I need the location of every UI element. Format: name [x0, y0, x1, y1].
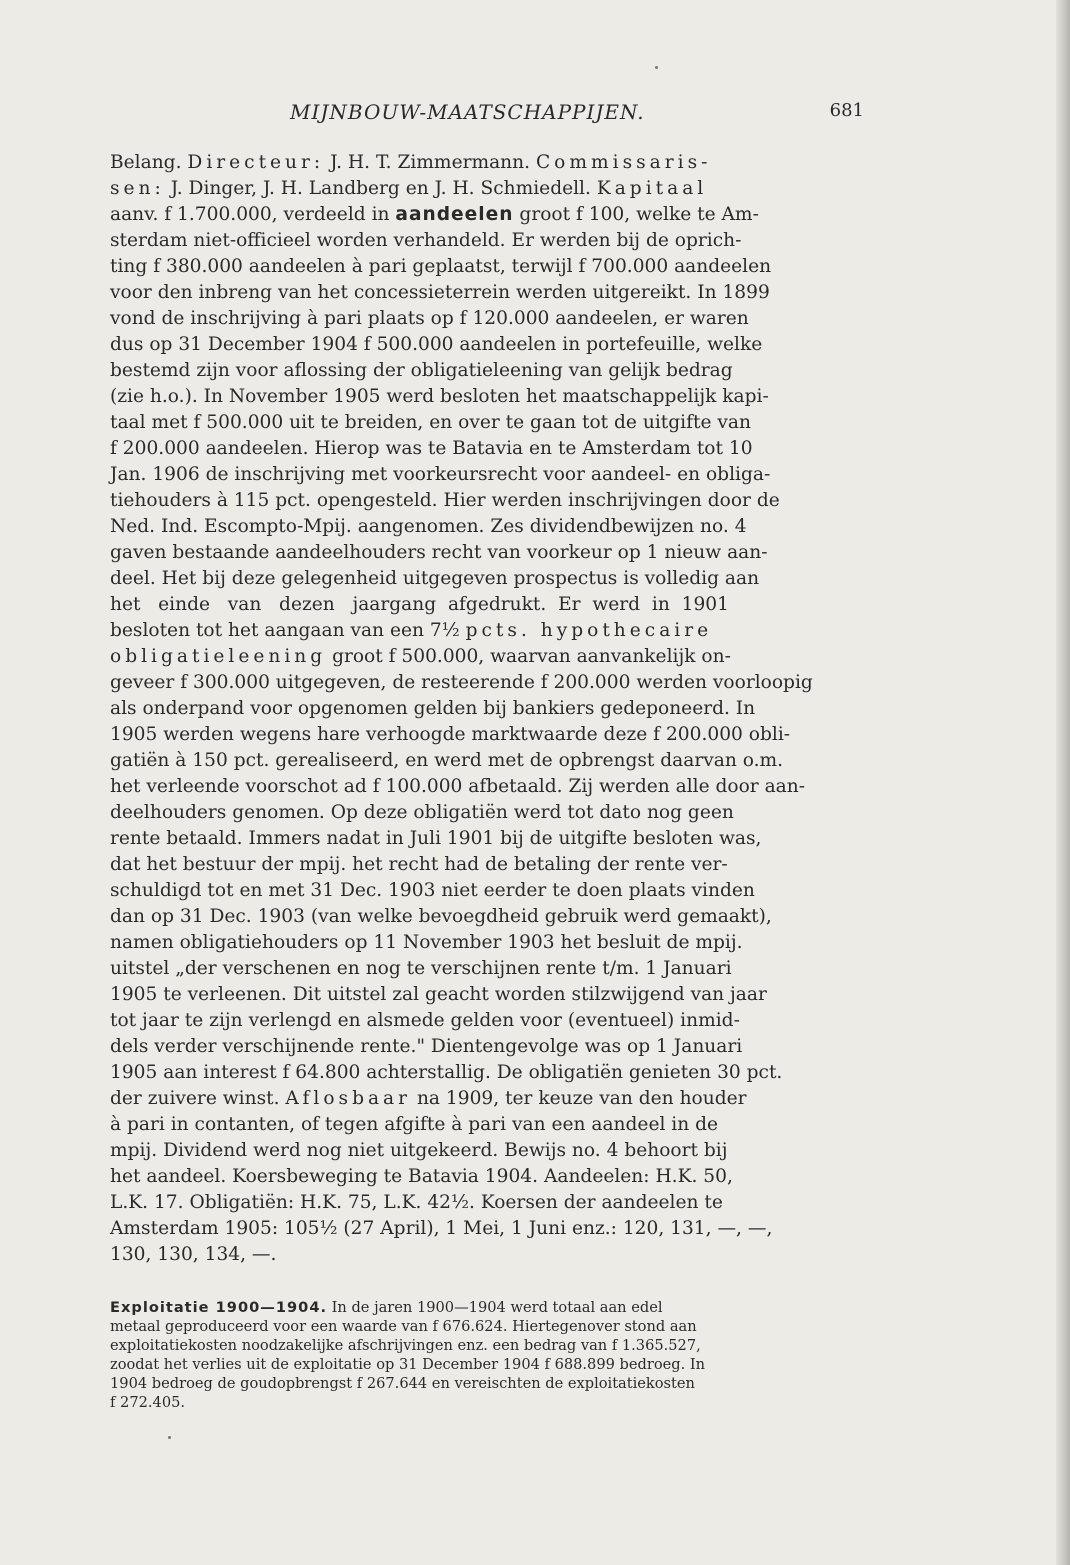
text-run: Belang.	[110, 152, 188, 173]
text-line: dus op 31 December 1904 f 500.000 aandeelen in portefeuille, welke	[110, 334, 763, 355]
text-line: namen obligatiehouders op 11 November 1903 het besluit de mpij.	[110, 932, 743, 953]
text-line: voor den inbreng van het concessieterrein werden uitgereikt. In 1899	[110, 282, 770, 303]
text-line: schuldigd tot en met 31 Dec. 1903 niet eerder te doen plaats vinden	[110, 880, 755, 901]
text-line: vond de inschrijving à pari plaats op f 120.000 aandeelen, er waren	[110, 308, 749, 329]
text-line: als onderpand voor opgenomen gelden bij bankiers gedeponeerd. In	[110, 698, 756, 719]
note-line: 1904 bedroeg de goudopbrengst f 267.644 en vereischten de exploitatiekosten	[110, 1375, 695, 1392]
text-run: In de jaren 1900—1904 werd totaal aan edel	[327, 1299, 663, 1316]
note-line: f 272.405.	[110, 1394, 186, 1411]
spaced-label: Kapitaal	[596, 178, 708, 199]
text-line: deel. Het bij deze gelegenheid uitgegeven prospectus is volledig aan	[110, 568, 760, 589]
text-line: 1905 werden wegens hare verhoogde marktwaarde deze f 200.000 obli-	[110, 724, 791, 745]
text-line: mpij. Dividend werd nog niet uitgekeerd. Bewijs no. 4 behoort bij	[110, 1140, 728, 1161]
text-run: J. H. T. Zimmermann.	[324, 152, 536, 173]
text-run: J. Dinger, J. H. Landberg en J. H. Schmiedell.	[164, 178, 597, 199]
text-run: groot f 500.000, waarvan aanvankelijk on-	[326, 646, 731, 667]
bold-term: aandeelen	[395, 204, 514, 225]
exploitation-note	[110, 1298, 868, 1412]
text-line: (zie h.o.). In November 1905 werd besloten het maatschappelijk kapi-	[110, 386, 769, 407]
text-line: ting f 380.000 aandeelen à pari geplaatst, terwijl f 700.000 aandeelen	[110, 256, 772, 277]
text-line: à pari in contanten, of tegen afgifte à pari van een aandeel in de	[110, 1114, 719, 1135]
ink-speck	[655, 66, 658, 69]
text-line	[110, 176, 868, 202]
text-line: bestemd zijn voor aflossing der obligatieleening van gelijk bedrag	[110, 360, 733, 381]
text-line: Ned. Ind. Escompto-Mpij. aangenomen. Zes dividendbewijzen no. 4	[110, 516, 747, 537]
text-line	[110, 202, 868, 228]
text-line: dan op 31 Dec. 1903 (van welke bevoegdheid gebruik werd gemaakt),	[110, 906, 772, 927]
spaced-label: sen:	[110, 178, 165, 199]
text-line: 1905 aan interest f 64.800 achterstallig. De obligatiën genieten 30 pct.	[110, 1062, 783, 1083]
text-line	[110, 644, 868, 670]
text-run: na 1909, ter keuze van den houder	[411, 1088, 747, 1109]
text-line: Amsterdam 1905: 105½ (27 April), 1 Mei, 1 Juni enz.: 120, 131, —, —,	[110, 1218, 773, 1239]
body-text	[110, 150, 868, 1268]
text-line: L.K. 17. Obligatiën: H.K. 75, L.K. 42½. Koersen der aandeelen te	[110, 1192, 723, 1213]
text-line: deelhouders genomen. Op deze obligatiën werd tot dato nog geen	[110, 802, 734, 823]
text-line: f 200.000 aandeelen. Hierop was te Batavia en te Amsterdam tot 10	[110, 438, 753, 459]
note-line: metaal geproduceerd voor een waarde van f 676.624. Hiertegenover stond aan	[110, 1318, 697, 1335]
text-line: gatiën à 150 pct. gerealiseerd, en werd met de opbrengst daarvan o.m.	[110, 750, 784, 771]
text-run: besloten tot het aangaan van een 7½	[110, 620, 466, 641]
text-line: dels verder verschijnende rente." Dientengevolge was op 1 Januari	[110, 1036, 743, 1057]
note-heading: Exploitatie 1900—1904.	[110, 1299, 328, 1316]
text-line: geveer f 300.000 uitgegeven, de resteerende f 200.000 werden voorloopig	[110, 672, 813, 693]
text-line: taal met f 500.000 uit te breiden, en over te gaan tot de uitgifte van	[110, 412, 751, 433]
text-line	[110, 150, 868, 176]
text-line: het einde van dezen jaargang afgedrukt. Er werd in 1901	[110, 594, 729, 615]
text-line	[110, 1086, 868, 1112]
text-line: tiehouders à 115 pct. opengesteld. Hier werden inschrijvingen door de	[110, 490, 780, 511]
note-line	[110, 1298, 868, 1317]
spaced-label: Aflosbaar	[285, 1088, 412, 1109]
running-title: MIJNBOUW-MAATSCHAPPIJEN.	[290, 100, 645, 124]
text-run: aanv. f 1.700.000, verdeeld in	[110, 204, 396, 225]
text-line: dat het bestuur der mpij. het recht had de betaling der rente ver-	[110, 854, 728, 875]
spaced-label: Directeur:	[187, 152, 325, 173]
text-line: Jan. 1906 de inschrijving met voorkeursrecht voor aandeel- en obliga-	[110, 464, 771, 485]
running-head	[110, 100, 864, 130]
text-line: tot jaar te zijn verlengd en alsmede gelden voor (eventueel) inmid-	[110, 1010, 740, 1031]
text-line: 1905 te verleenen. Dit uitstel zal geacht worden stilzwijgend van jaar	[110, 984, 767, 1005]
text-run: der zuivere winst.	[110, 1088, 286, 1109]
text-line: 130, 130, 134, —.	[110, 1244, 277, 1265]
text-line: uitstel „der verschenen en nog te verschijnen rente t/m. 1 Januari	[110, 958, 732, 979]
text-line	[110, 618, 868, 644]
note-line: zoodat het verlies uit de exploitatie op 31 December 1904 f 688.899 bedroeg. In	[110, 1356, 706, 1373]
note-line: exploitatiekosten noodzakelijke afschrijvingen enz. een bedrag van f 1.365.527,	[110, 1337, 701, 1354]
page-number: 681	[829, 100, 864, 121]
page-edge-shadow	[1056, 0, 1070, 1565]
text-line: het verleende voorschot ad f 100.000 afbetaald. Zij werden alle door aan-	[110, 776, 806, 797]
spaced-label: pcts. hypothecaire	[465, 620, 713, 641]
text-line: rente betaald. Immers nadat in Juli 1901 bij de uitgifte besloten was,	[110, 828, 762, 849]
text-line: sterdam niet-officieel worden verhandeld. Er werden bij de oprich-	[110, 230, 742, 251]
spaced-label: obligatieleening	[110, 646, 327, 667]
text-run: groot f 100, welke te Am-	[513, 204, 759, 225]
spaced-label: Commissaris-	[535, 152, 712, 173]
text-line: gaven bestaande aandeelhouders recht van voorkeur op 1 nieuw aan-	[110, 542, 768, 563]
ink-speck	[168, 1436, 171, 1439]
text-line: het aandeel. Koersbeweging te Batavia 1904. Aandeelen: H.K. 50,	[110, 1166, 733, 1187]
